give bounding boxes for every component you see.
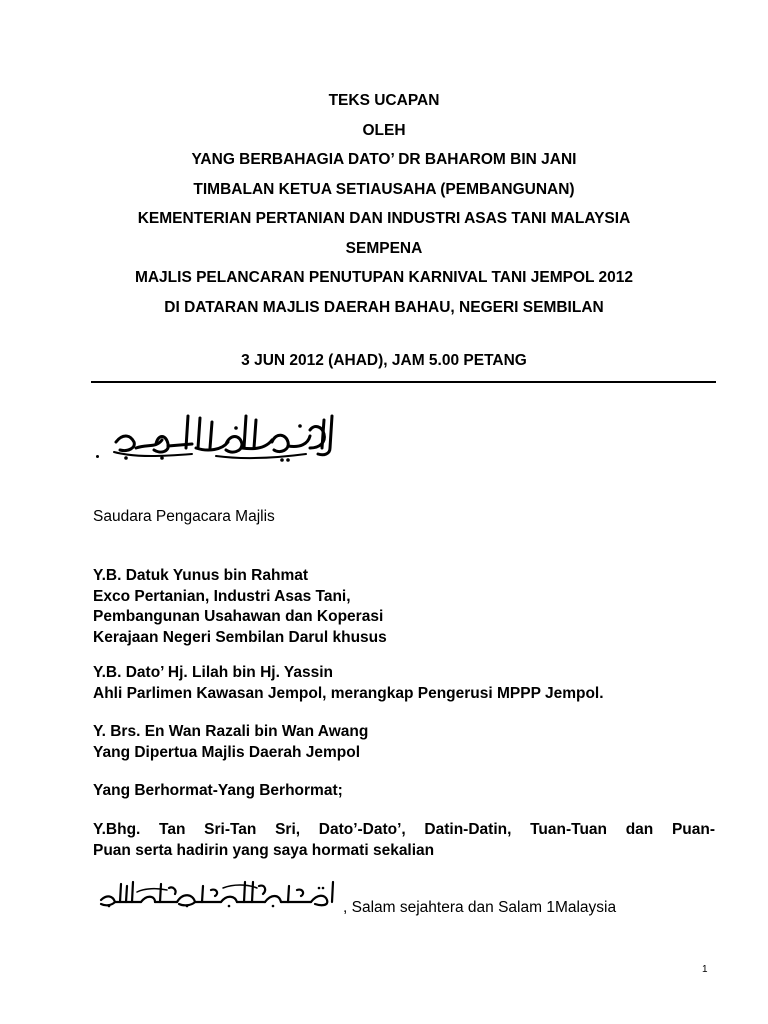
- speaker-position: TIMBALAN KETUA SETIAUSAHA (PEMBANGUNAN): [193, 180, 575, 198]
- addressee-line: Yang Dipertua Majlis Daerah Jempol: [93, 743, 361, 761]
- addressee-line: Y. Brs. En Wan Razali bin Wan Awang: [93, 723, 369, 740]
- addressee-line: Yang Berhormat-Yang Berhormat;: [93, 782, 343, 799]
- title-line: TEKS UCAPAN: [328, 92, 440, 109]
- horizontal-rule: [91, 381, 716, 383]
- addressee-line: Exco Pertanian, Industri Asas Tani,: [93, 587, 351, 605]
- addressee-line: Y.B. Datuk Yunus bin Rahmat: [93, 567, 309, 584]
- addressee-line: Pembangunan Usahawan dan Koperasi: [93, 608, 384, 625]
- addressee-line: Kerajaan Negeri Sembilan Darul khusus: [93, 628, 387, 646]
- basmala-calligraphy-image: [96, 404, 346, 466]
- event-location: DI DATARAN MAJLIS DAERAH BAHAU, NEGERI SEMBILAN: [164, 298, 604, 316]
- addressee-line: Y.Bhg. Tan Sri-Tan Sri, Dato’-Dato’, Datin-Datin, Tuan-Tuan dan Puan-: [93, 821, 715, 838]
- addressee-block: [93, 722, 368, 763]
- addressee-line: Puan serta hadirin yang saya hormati sekalian: [93, 841, 435, 859]
- speech-title-block: [0, 86, 768, 322]
- addressee-block: [93, 781, 343, 802]
- event-date: 3 JUN 2012 (AHAD), JAM 5.00 PETANG: [241, 352, 527, 369]
- page-number: 1: [702, 964, 708, 975]
- title-line: SEMPENA: [345, 239, 423, 257]
- salam-calligraphy-image: [97, 878, 342, 908]
- greeting-text: , Salam sejahtera dan Salam 1Malaysia: [343, 899, 617, 916]
- addressee-line: Ahli Parlimen Kawasan Jempol, merangkap Pengerusi MPPP Jempol.: [93, 684, 604, 702]
- ministry-name: KEMENTERIAN PERTANIAN DAN INDUSTRI ASAS TANI MALAYSIA: [137, 210, 631, 227]
- addressee-block: [93, 663, 604, 704]
- title-line: OLEH: [362, 121, 406, 139]
- addressee-block: [93, 566, 387, 648]
- salutation: Saudara Pengacara Majlis: [93, 508, 275, 525]
- speaker-name: YANG BERBAHAGIA DATO’ DR BAHAROM BIN JANI: [191, 151, 577, 168]
- event-name: MAJLIS PELANCARAN PENUTUPAN KARNIVAL TANI JEMPOL 2012: [134, 269, 634, 286]
- dot-mark: [96, 455, 99, 458]
- addressee-block: [93, 820, 715, 861]
- addressee-line: Y.B. Dato’ Hj. Lilah bin Hj. Yassin: [93, 664, 334, 681]
